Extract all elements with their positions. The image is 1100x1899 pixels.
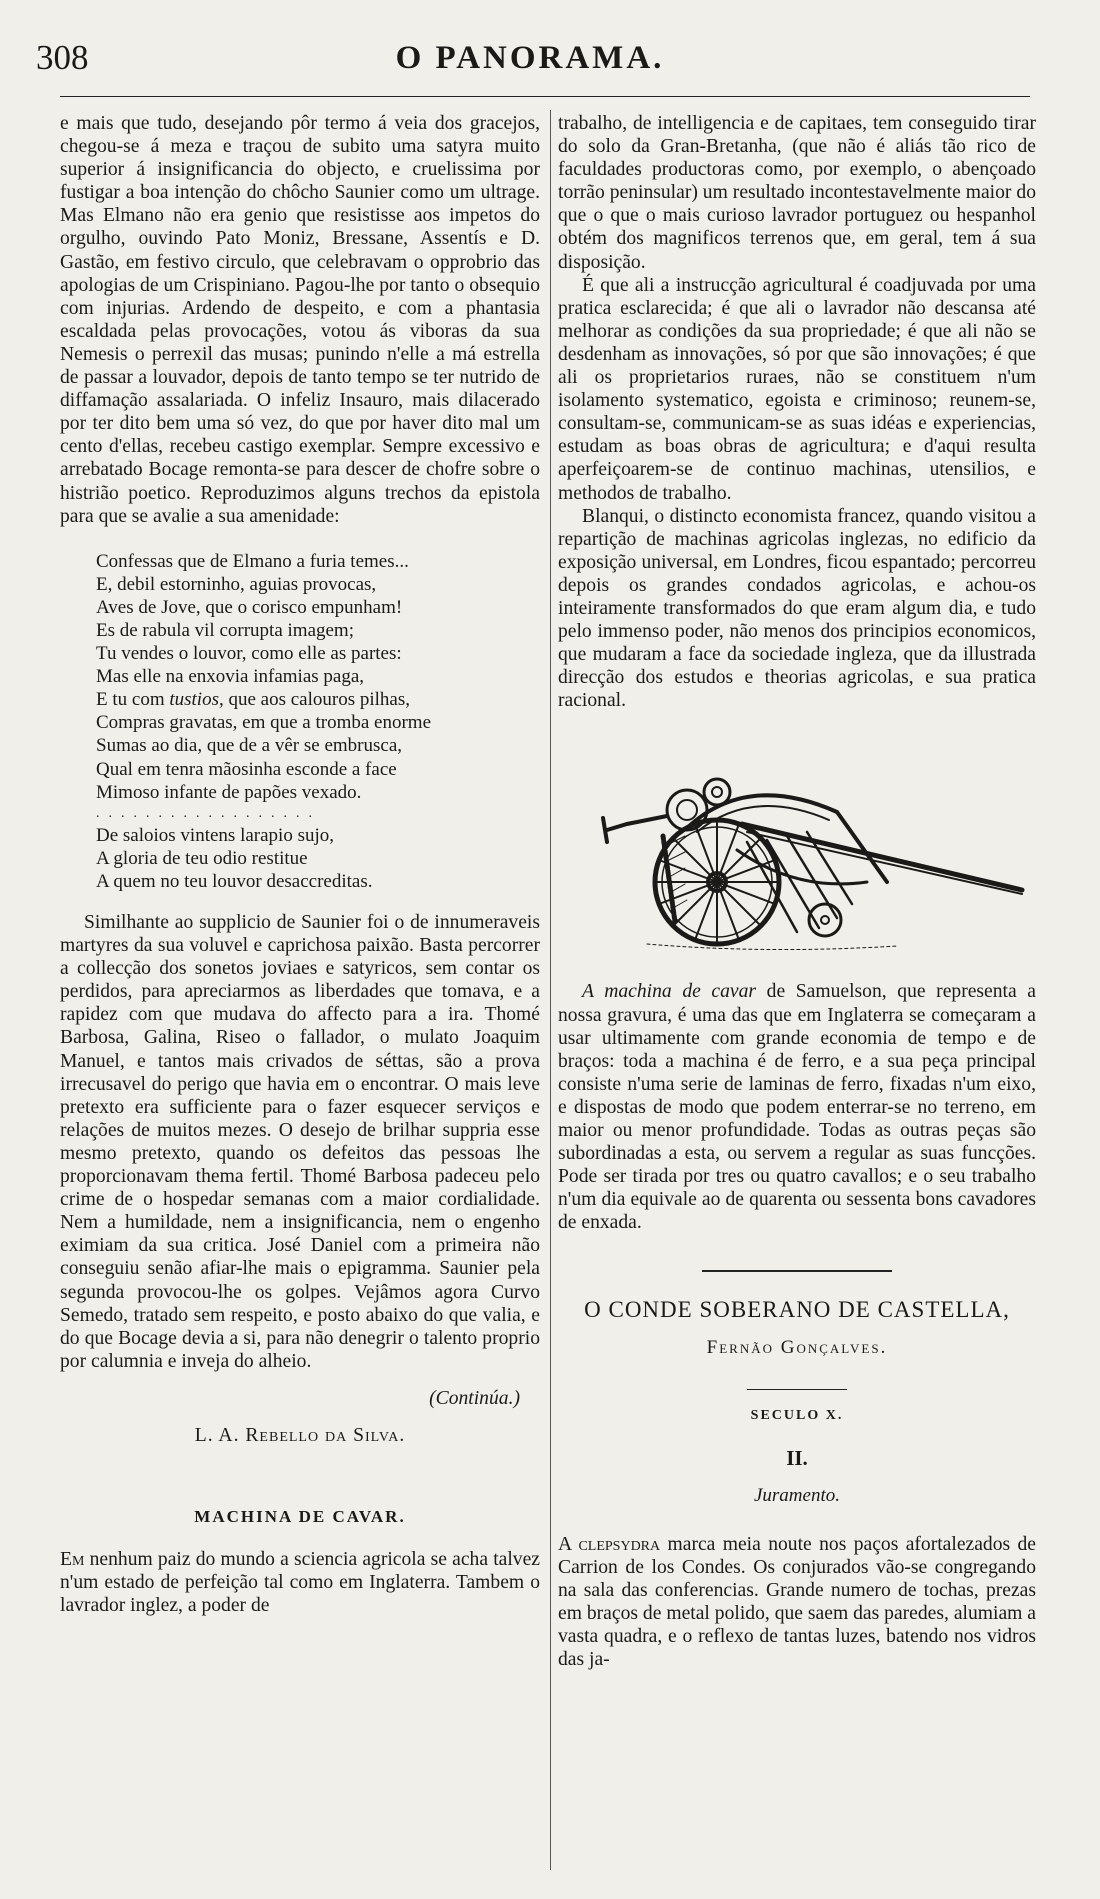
paragraph [558,980,1036,1234]
paragraph-text: de Samuelson, que representa a nossa gravura, é uma das que em Inglaterra se começaram a usar ultimamente com grande economia de tempo e de braços: toda a machina é de ferro, e a sua peça principal consiste n'uma serie de laminas de ferro, fixadas n'um eixo, e dispostas de modo que podem enterrar-se no terreno, em maior ou menor profundidade. Todas as outras peças são subordinadas a esta, ou servem a regular as suas funcções. Pode ser tirada por tres ou quatro cavallos; e o seu trabalho n'um dia equivale ao de quarenta ou sessenta bons cavadores de enxada. [558,981,1036,1234]
paragraph-text: nenhum paiz do mundo a sciencia agricola se acha talvez n'um estado de perfeição tal como em Inglaterra. Tambem o lavrador inglez, a poder de [60,1549,540,1617]
chapter-title: Juramento. [753,1484,840,1506]
lead-word: A clepsydra [558,1533,661,1555]
verse-line: Tu vendes o louvor, como elle as partes: [96,643,402,665]
verse-line: Mas elle na enxovia infamias paga, [96,666,365,688]
verse-text: E tu com [96,689,165,711]
section-heading: MACHINA DE CAVAR. [194,1507,406,1527]
story-subtitle: Fernão Gonçalves. [706,1336,888,1358]
verse-line: Aves de Jove, que o corisco empunham! [96,596,403,618]
paragraph [558,1533,1036,1672]
section-rule [702,1270,892,1272]
digging-machine-engraving [567,732,1027,962]
verse-line: A gloria de teu odio restitue [96,847,308,869]
lead-word: Em [60,1549,85,1571]
paragraph: Similhante ao supplicio de Saunier foi o de innumeraveis martyres da sua voluvel e caprichosa paixão. Basta percorrer a collecção dos sonetos joviaes e satyricos, sem contar os perdidos, para apreciarmos as liberdades que tomava, e a rapidez com que mudava do affecto para a ira. Thomé Barbosa, Galina, Riseo o fallador, o mulato Joaquim Manuel, e tantos mais crivados de séttas, são a prova irrecusavel do perigo que havia em o encontrar. O mais leve pretexto era sufficiente para o fazer esquecer serviços e relações de muitos mezes. O desejo de brilhar suppria esse mesmo pretexto, quando os defeitos das pessoas lhe proporcionavam thema fertil. Thomé Barbosa padeceu pelo crime de o hospedar semanas com a maior cordialidade. Nem a humildade, nem a insignificancia, nem o engenho eximiam da sua critica. José Daniel com a primeira não conseguiu senão afiar-lhe mais o epigramma. Saunier pela segunda provocou-lhe os golpes. Vejâmos agora Curvo Semedo, tratado sem respeito, e posto abaixo do que valia, e do que Bocage devia a si, para não denegrir o talento proprio por calumnia e inveja do alheio. [60,912,540,1372]
verse-line: A quem no teu louvor desaccreditas. [96,870,373,892]
verse-italic-word: tustios [169,689,219,711]
verse-line: De saloios vintens larapio sujo, [96,824,334,846]
journal-title: O PANORAMA. [395,40,665,76]
verse-line: Mimoso infante de papões vexado. [96,781,362,803]
italic-phrase: A machina de cavar [582,981,757,1003]
chapter-number: II. [786,1445,808,1470]
verse-line: Es de rabula vil corrupta imagem; [96,619,354,641]
author-signature: L. A. Rebello da Silva. [194,1424,406,1446]
right-column [558,112,1036,1672]
paragraph: trabalho, de intelligencia e de capitaes, tem conseguido tirar do solo da Gran-Bretanha, (que não é aliás tão rico de faculdades productoras como, por exemplo, o abençoado torrão peninsular) um resultado incontestavelmente maior do que o que o mais curioso lavrador portuguez ou hespanhol obtém dos magnificos terrenos que, em geral, tem á sua disposição. [558,113,1036,273]
verse-line [96,688,540,711]
paragraph: Blanqui, o distincto economista francez, quando visitou a repartição de machinas agricolas inglezas, no edificio da exposição universal, em Londres, ficou espantado; percorreu depois os grandes condados agricolas, e achou-os inteiramente transformados do que eram algum dia, e tudo pelo immenso poder, não menos dos principios economicos, que mudaram a face da sociedade ingleza, que da illustrada direcção dos estudos e theorias agricolas, e sua pratica racional. [558,505,1036,712]
verse-line: Sumas ao dia, que de a vêr se embrusca, [96,735,403,757]
verse-line: Compras gravatas, em que a tromba enorme [96,712,432,734]
paragraph [60,1548,540,1617]
paragraph-text: marca meia noute nos paços afortalezados de Carrion de los Condes. Os conjurados vão-se congregando na sala das conferencias. Grande numero de tochas, prezas em braços de metal polido, que saem das paredes, alumiam a vasta quadra, e o reflexo de tantas luzes, batendo nos vidros das ja- [558,1533,1037,1671]
left-column [60,112,540,1617]
verse-line: Qual em tenra mãosinha esconde a face [96,758,397,780]
header-rule [60,96,1030,97]
verse-quote [96,550,540,893]
paragraph: e mais que tudo, desejando pôr termo á veia dos gracejos, chegou-se á meza e traçou de subito uma satyra muito superior á insignificancia do objecto, e cruelissima por fustigar a boa intenção do chôcho Saunier como um ultrage. Mas Elmano não era genio que resistisse aos impetos do orgulho, ouvindo Pato Moniz, Bressane, Assentís e D. Gastão, em festivo circulo, que celebravam o opprobrio das apologias de um Crispiniano. Pagou-lhe por tanto o obsequio com injurias. Ardendo de despeito, e com a phantasia escaldada pelas provocações, votou ás viboras da sua Nemesis o perrexil das musas; punindo n'elle a má estrella de passar a louvador, depois de tanto tempo se ter nutrido de diffamação assalariada. O infeliz Insauro, mais dilacerado por ter dito bem uma só vez, do que por haver dito mal um cento d'ellas, recebeu castigo exemplar. Sempre excessivo e arrebatado Bocage remonta-se para descer de chofre sobre o histrião poetico. Reproduzimos alguns trechos da epistola para que se avalie a sua amenidade: [60,113,540,527]
paragraph: É que ali a instrucção agricultural é coadjuvada por uma pratica esclarecida; é que ali o lavrador não descansa até melhorar as condições da sua propriedade; é que ali não se desdenham as innovações, só por que são innovações; é que ali os proprietarios ruraes, não se constituem n'um isolamento systematico, egoista e criminoso; reunem-se, consultam-se, communicam-se as suas idéas e experiencias, estudam as boas obras de agricultura; e d'aqui resulta aperfeiçoarem-se de continuo machinas, utensilios, e methodos de trabalho. [558,274,1036,504]
running-head [30,38,1030,88]
century-label: SECULO X. [750,1407,844,1423]
verse-line: Confessas que de Elmano a furia temes... [96,550,409,572]
verse-text: , que aos calouros pilhas, [218,689,410,711]
continued-note: (Continúa.) [429,1387,520,1409]
ellipsis-line: .................. [96,805,321,821]
verse-line: E, debil estorninho, aguias provocas, [96,573,377,595]
section-rule [747,1389,847,1390]
page-number: 308 [36,38,89,77]
story-title: O CONDE SOBERANO DE CASTELLA, [584,1297,1010,1323]
column-divider [550,110,551,1870]
